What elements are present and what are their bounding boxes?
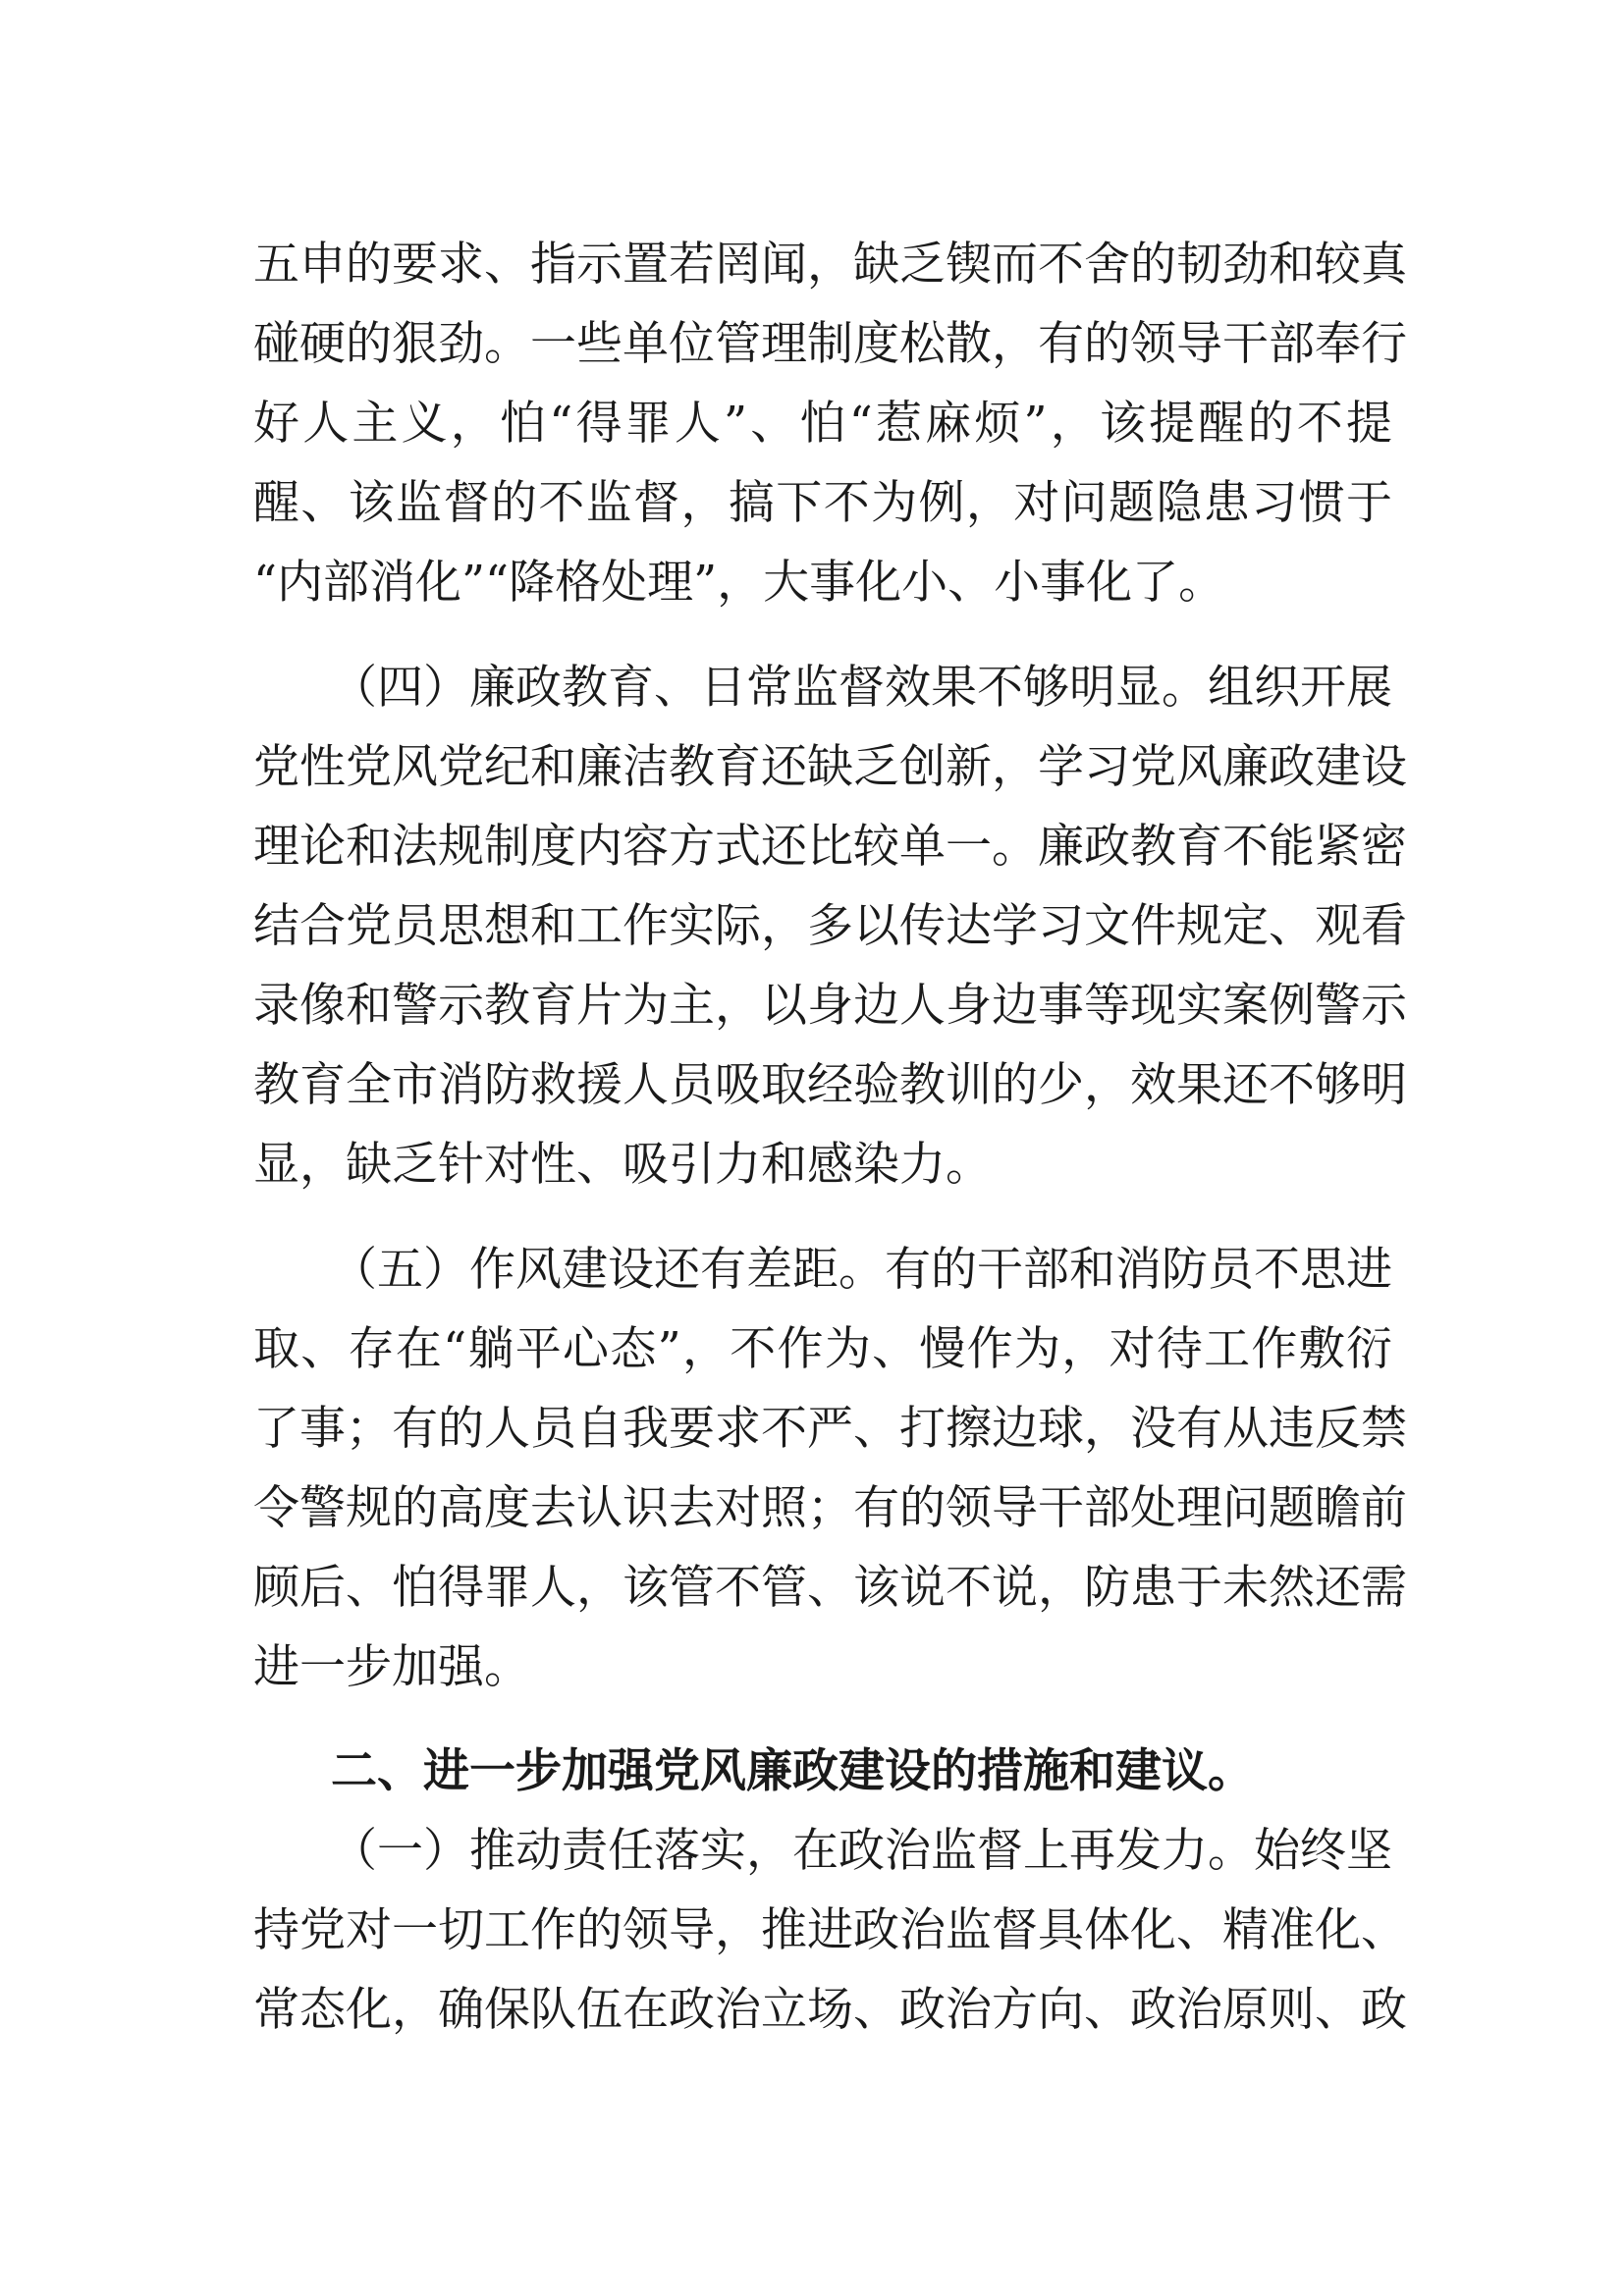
text-line: 教育全市消防救援人员吸取经验教训的少，效果还不够明 [253, 1058, 1407, 1112]
text-line: 录像和警示教育片为主，以身边人身边事等现实案例警示 [253, 979, 1407, 1033]
text-line: 进一步加强。 [253, 1640, 530, 1694]
text-line: 常态化，确保队伍在政治立场、政治方向、政治原则、政 [253, 1983, 1407, 2037]
text-line: 取、存在“躺平心态”，不作为、慢作为，对待工作敷衍 [253, 1322, 1392, 1376]
text-line: 碰硬的狠劲。一些单位管理制度松散，有的领导干部奉行 [253, 317, 1407, 371]
text-line: 持党对一切工作的领导，推进政治监督具体化、精准化、 [253, 1903, 1407, 1957]
text-line: 好人主义，怕“得罪人”、怕“惹麻烦”，该提醒的不提 [253, 397, 1392, 451]
text-line: 结合党员思想和工作实际，多以传达学习文件规定、观看 [253, 899, 1407, 953]
text-line: 令警规的高度去认识去对照；有的领导干部处理问题瞻前 [253, 1481, 1407, 1535]
text-line: 顾后、怕得罪人，该管不管、该说不说，防患于未然还需 [253, 1561, 1407, 1615]
paragraph-heading-4: （四）廉政教育、日常监督效果不够明显。组织开展 [331, 661, 1392, 715]
text-line: 理论和法规制度内容方式还比较单一。廉政教育不能紧密 [253, 820, 1407, 874]
text-line: 党性党风党纪和廉洁教育还缺乏创新，学习党风廉政建设 [253, 740, 1407, 794]
text-line: 显，缺乏针对性、吸引力和感染力。 [253, 1138, 992, 1192]
text-line: 了事；有的人员自我要求不严、打擦边球，没有从违反禁 [253, 1402, 1407, 1456]
paragraph-heading-5: （五）作风建设还有差距。有的干部和消防员不思进 [331, 1243, 1392, 1297]
section-heading: 二、进一步加强党风廉政建设的措施和建议。 [331, 1744, 1254, 1798]
text-line: “内部消化”“降格处理”，大事化小、小事化了。 [253, 556, 1225, 610]
text-line: 五申的要求、指示置若罔闻，缺乏锲而不舍的韧劲和较真 [253, 238, 1407, 292]
text-line: 醒、该监督的不监督，搞下不为例，对问题隐患习惯于 [253, 476, 1392, 530]
paragraph-heading-1: （一）推动责任落实，在政治监督上再发力。始终坚 [331, 1824, 1392, 1878]
